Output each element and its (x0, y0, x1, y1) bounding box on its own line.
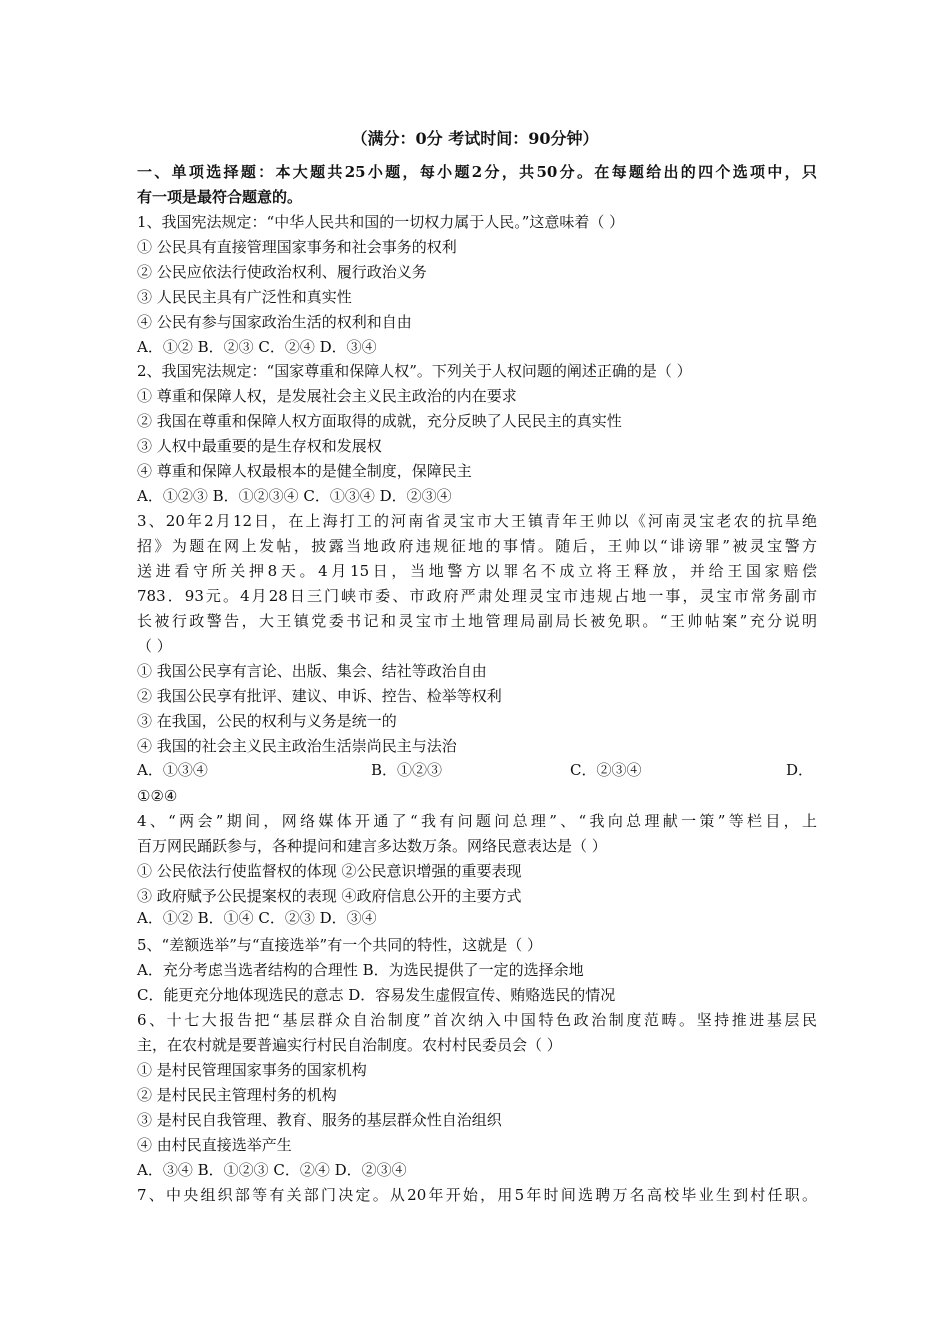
question-2-statement-4: ④ 尊重和保障人权最根本的是健全制度，保障民主 (137, 462, 472, 480)
question-2-stem: 2、我国宪法规定：“国家尊重和保障人权”。下列关于人权问题的阐述正确的是（ ） (137, 362, 692, 380)
question-3-option-d-cont: ①②④ (137, 787, 178, 805)
question-5-options-ab: A．充分考虑当选者结构的合理性 B．为选民提供了一定的选择余地 (137, 961, 584, 979)
question-3-statement-1: ① 我国公民享有言论、出版、集会、结社等政治自由 (137, 662, 487, 680)
question-6-stem: 6、十七大报告把“基层群众自治制度”首次纳入中国特色政治制度范畴。坚持推进基层民 (137, 1011, 817, 1029)
question-1-statement-3: ③ 人民民主具有广泛性和真实性 (137, 288, 352, 306)
question-3-statement-2: ② 我国公民享有批评、建议、申诉、控告、检举等权利 (137, 687, 502, 705)
question-3-stem-cont: 招》为题在网上发帖，披露当地政府违规征地的事情。随后，王帅以“诽谤罪”被灵宝警方 (137, 537, 817, 555)
question-3-option-b: B．①②③ (371, 761, 443, 779)
question-3-statement-3: ③ 在我国，公民的权利与义务是统一的 (137, 712, 397, 730)
question-2-statement-1: ① 尊重和保障人权，是发展社会主义民主政治的内在要求 (137, 387, 517, 405)
question-2-statement-3: ③ 人权中最重要的是生存权和发展权 (137, 437, 382, 455)
question-3-option-c: C．②③④ (570, 761, 642, 779)
question-3-option-a: A．①③④ (137, 761, 208, 779)
question-4-statements-3-4: ③ 政府赋予公民提案权的表现 ④政府信息公开的主要方式 (137, 887, 522, 905)
question-3-statement-4: ④ 我国的社会主义民主政治生活崇尚民主与法治 (137, 737, 457, 755)
question-5-options-cd: C．能更充分地体现选民的意志 D．容易发生虚假宣传、贿赂选民的情况 (137, 986, 616, 1004)
question-4-stem: 4、“两会”期间，网络媒体开通了“我有问题问总理”、“我向总理献一策”等栏目，上 (137, 812, 817, 830)
section-heading: 一、单项选择题：本大题共25小题，每小题2分，共50分。在每题给出的四个选项中，只 (137, 163, 817, 181)
question-4-stem-cont: 百万网民踊跃参与，各种提问和建言多达数万条。网络民意表达是（ ） (137, 837, 607, 855)
question-1-options: A．①② B．②③ C．②④ D．③④ (137, 338, 377, 356)
question-2-statement-2: ② 我国在尊重和保障人权方面取得的成就，充分反映了人民民主的真实性 (137, 412, 622, 430)
question-6-stem-cont: 主，在农村就是要普遍实行村民自治制度。农村村民委员会（ ） (137, 1036, 562, 1054)
question-4-statements-1-2: ① 公民依法行使监督权的体现 ②公民意识增强的重要表现 (137, 862, 522, 880)
section-heading-cont: 有一项是最符合题意的。 (137, 188, 303, 206)
question-6-statement-3: ③ 是村民自我管理、教育、服务的基层群众性自治组织 (137, 1111, 502, 1129)
question-6-options: A．③④ B．①②③ C．②④ D．②③④ (137, 1161, 407, 1179)
question-4-options: A．①② B．①④ C．②③ D．③④ (137, 909, 377, 927)
question-7-stem: 7、中央组织部等有关部门决定。从20年开始，用5年时间选聘万名高校毕业生到村任职。 (137, 1186, 817, 1204)
question-6-statement-2: ② 是村民民主管理村务的机构 (137, 1086, 337, 1104)
question-1-statement-1: ① 公民具有直接管理国家事务和社会事务的权利 (137, 238, 457, 256)
question-3-stem-cont: 送进看守所关押8天。4月15日，当地警方以罪名不成立将王释放，并给王国家赔偿 (137, 562, 817, 580)
question-1-statement-2: ② 公民应依法行使政治权利、履行政治义务 (137, 263, 427, 281)
question-3-stem: 3、20年2月12日，在上海打工的河南省灵宝市大王镇青年王帅以《河南灵宝老农的抗旱绝 (137, 512, 817, 530)
question-3-stem-cont: 783．93元。4月28日三门峡市委、市政府严肃处理灵宝市违规占地一事，灵宝市常务副市 (137, 587, 817, 605)
question-2-options: A．①②③ B．①②③④ C．①③④ D．②③④ (137, 487, 452, 505)
question-1-statement-4: ④ 公民有参与国家政治生活的权利和自由 (137, 313, 412, 331)
question-6-statement-1: ① 是村民管理国家事务的国家机构 (137, 1061, 367, 1079)
question-6-statement-4: ④ 由村民直接选举产生 (137, 1136, 292, 1154)
question-1-stem: 1、我国宪法规定：“中华人民共和国的一切权力属于人民。”这意味着（ ） (137, 213, 625, 231)
question-3-stem-cont: 长被行政警告，大王镇党委书记和灵宝市土地管理局副局长被免职。“王帅帖案”充分说明 (137, 612, 817, 630)
question-3-option-d: D． (786, 761, 814, 779)
question-3-stem-cont: （ ） (137, 637, 172, 655)
question-5-stem: 5、“差额选举”与“直接选举”有一个共同的特性，这就是（ ） (137, 936, 542, 954)
exam-header: （满分：0分 考试时间：90分钟） (351, 129, 599, 148)
